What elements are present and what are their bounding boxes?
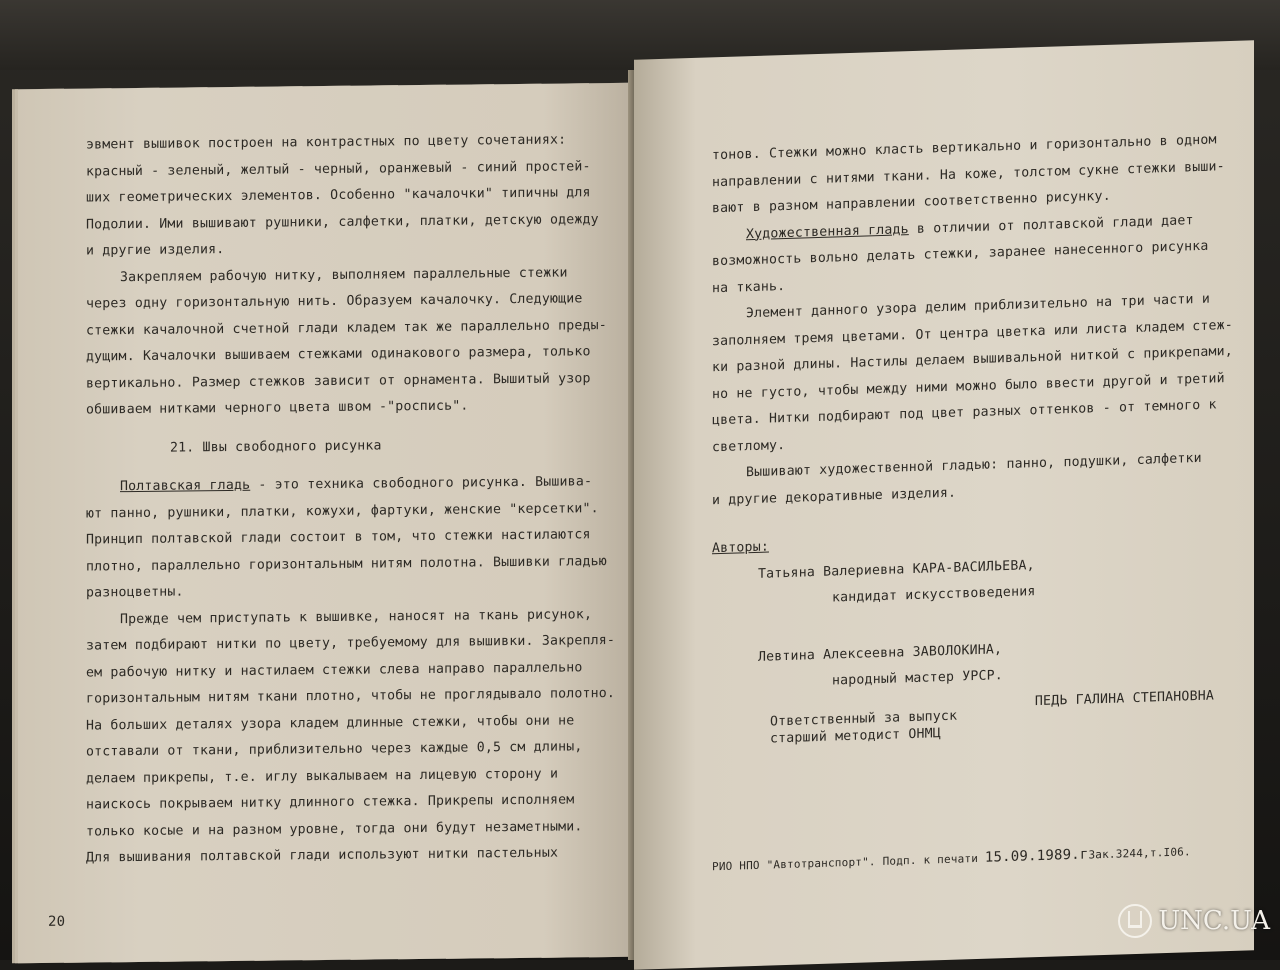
imprint-suffix: Зак.3244,т.I06. — [1088, 845, 1191, 862]
authors-block — [712, 521, 1214, 699]
left-page — [18, 83, 636, 963]
page-number: 20 — [48, 913, 66, 930]
responsible-block — [712, 688, 1214, 749]
text-line: На больших деталях узора кладем длинные стежки, чтобы они не — [86, 712, 575, 734]
text-line: и другие декоративные изделия. — [712, 485, 957, 508]
text-line: делаем прикрепы, т.е. иглу выкалываем на лицевую сторону и — [86, 766, 559, 787]
text-line: стежки качалочной счетной глади кладем так же параллельно преды- — [86, 317, 607, 339]
text-fragment: в отличии от полтавской глади дает — [908, 212, 1194, 237]
text-line: но не густо, чтобы между ними можно было ввести другой и третий — [712, 370, 1225, 402]
text-fragment: - это техника свободного рисунка. Вышива- — [250, 474, 593, 493]
text-line: Принцип полтавской глади состоит в том, что стежки настилаются — [86, 527, 591, 548]
text-line: ки разной длины. Настилы делаем вышивальной ниткой с прикрепами, — [712, 343, 1233, 376]
text-line: отставали от ткани, приблизительно через каждые 0,5 см длины, — [86, 739, 583, 760]
text-line: ем рабочую нитку и настилаем стежки слева направо параллельно — [86, 659, 583, 681]
text-line: ших геометрических элементов. Особенно "качалочки" типичны для — [86, 185, 591, 206]
text-line: наискось покрываем нитку длинного стежка. Прикрепы исполняем — [86, 792, 575, 813]
text-line: только косые и на разном уровне, тогда они будут незаметными. — [86, 818, 583, 840]
text-line: направлении с нитями ткани. На коже, толстом сукне стежки выши- — [712, 158, 1225, 190]
text-line: светлому. — [712, 437, 786, 455]
text-line: тонов. Стежки можно класть вертикально и горизонтально в одном — [712, 132, 1217, 164]
text-line: эвмент вышивок построен на контрастных по цвету сочетаниях: — [86, 132, 567, 153]
responsible-label: Ответственный за выпуск — [770, 708, 958, 729]
imprint-date: 15.09.1989.г — [984, 846, 1089, 866]
author-role: народный мастер УРСР. — [832, 668, 1003, 689]
text-line: обшиваем нитками черного цвета швом -"роспись". — [86, 398, 469, 418]
author-role: кандидат искусствоведения — [832, 584, 1036, 606]
author-name: Левтина Алексеевна ЗАВОЛОКИНА, — [758, 641, 1003, 665]
author-name: Татьяна Валериевна КАРА-ВАСИЛЬЕВА, — [758, 557, 1035, 582]
responsible-title: старший методист ОНМЦ — [770, 725, 941, 746]
text-line: на ткань. — [712, 278, 786, 296]
watermark — [1118, 904, 1270, 938]
text-line: Для вышивания полтавской глади используют нитки пастельных — [86, 845, 559, 866]
right-page — [634, 40, 1254, 969]
text-line: вертикально. Размер стежков зависит от орнамента. Вышитый узор — [86, 370, 591, 392]
term-poltava: Полтавская гладь — [120, 477, 251, 495]
text-line: заполняем тремя цветами. От центра цветка или листа кладем стеж- — [712, 317, 1233, 349]
section-heading: 21. Швы свободного рисунка — [170, 437, 382, 456]
imprint-prefix: РИО НПО "Автотранспорт". Подп. к печати — [712, 851, 979, 874]
text-line: и другие изделия. — [86, 242, 225, 259]
text-line: горизонтальным нитям ткани плотно, чтобы не проглядывало полотно. — [86, 685, 616, 707]
text-line: дущим. Качалочки вышиваем стежками одинакового размера, только — [86, 344, 591, 365]
authors-label: Авторы: — [712, 539, 769, 557]
text-line: Элемент данного узора делим приблизительно на три части и — [746, 291, 1210, 322]
text-line: через одну горизонтальную нить. Образуем качалочку. Следующие — [86, 291, 583, 312]
text-line: Вышивают художественной гладью: панно, подушки, салфетки — [746, 450, 1202, 481]
text-line: плотно, параллельно горизонтальным нитям полотна. Вышивки гладью — [86, 553, 607, 575]
term-artistic: Художественная гладь — [746, 221, 909, 242]
responsible-name: ПЕДЬ ГАЛИНА СТЕПАНОВНА — [1034, 688, 1214, 709]
text-line: вают в разном направлении соответственно рисунку. — [712, 188, 1111, 217]
watermark-logo-icon — [1118, 904, 1152, 938]
text-line: цвета. Нитки подбирают под цвет разных оттенков - от темного к — [712, 397, 1217, 429]
text-line: разноцветны. — [86, 584, 184, 601]
text-line: Подолии. Ими вышивают рушники, салфетки, платки, детскую одежду — [86, 211, 599, 233]
watermark-text: UNC.UA — [1158, 906, 1270, 936]
text-line: Прежде чем приступать к вышивке, наносят на ткань рисунок, — [120, 606, 593, 627]
text-line: Закрепляем рабочую нитку, выполняем параллельные стежки — [120, 264, 568, 285]
text-line: ют панно, рушники, платки, кожухи, фартуки, женские "керсетки". — [86, 500, 599, 522]
text-line: красный - зеленый, желтый - черный, оранжевый - синий простей- — [86, 158, 591, 180]
imprint-line — [712, 838, 1191, 881]
text-line: возможность вольно делать стежки, заранее нанесенного рисунка — [712, 238, 1209, 270]
text-line: затем подбирают нитки по цвету, требуемому для вышивки. Закрепля- — [86, 632, 616, 654]
